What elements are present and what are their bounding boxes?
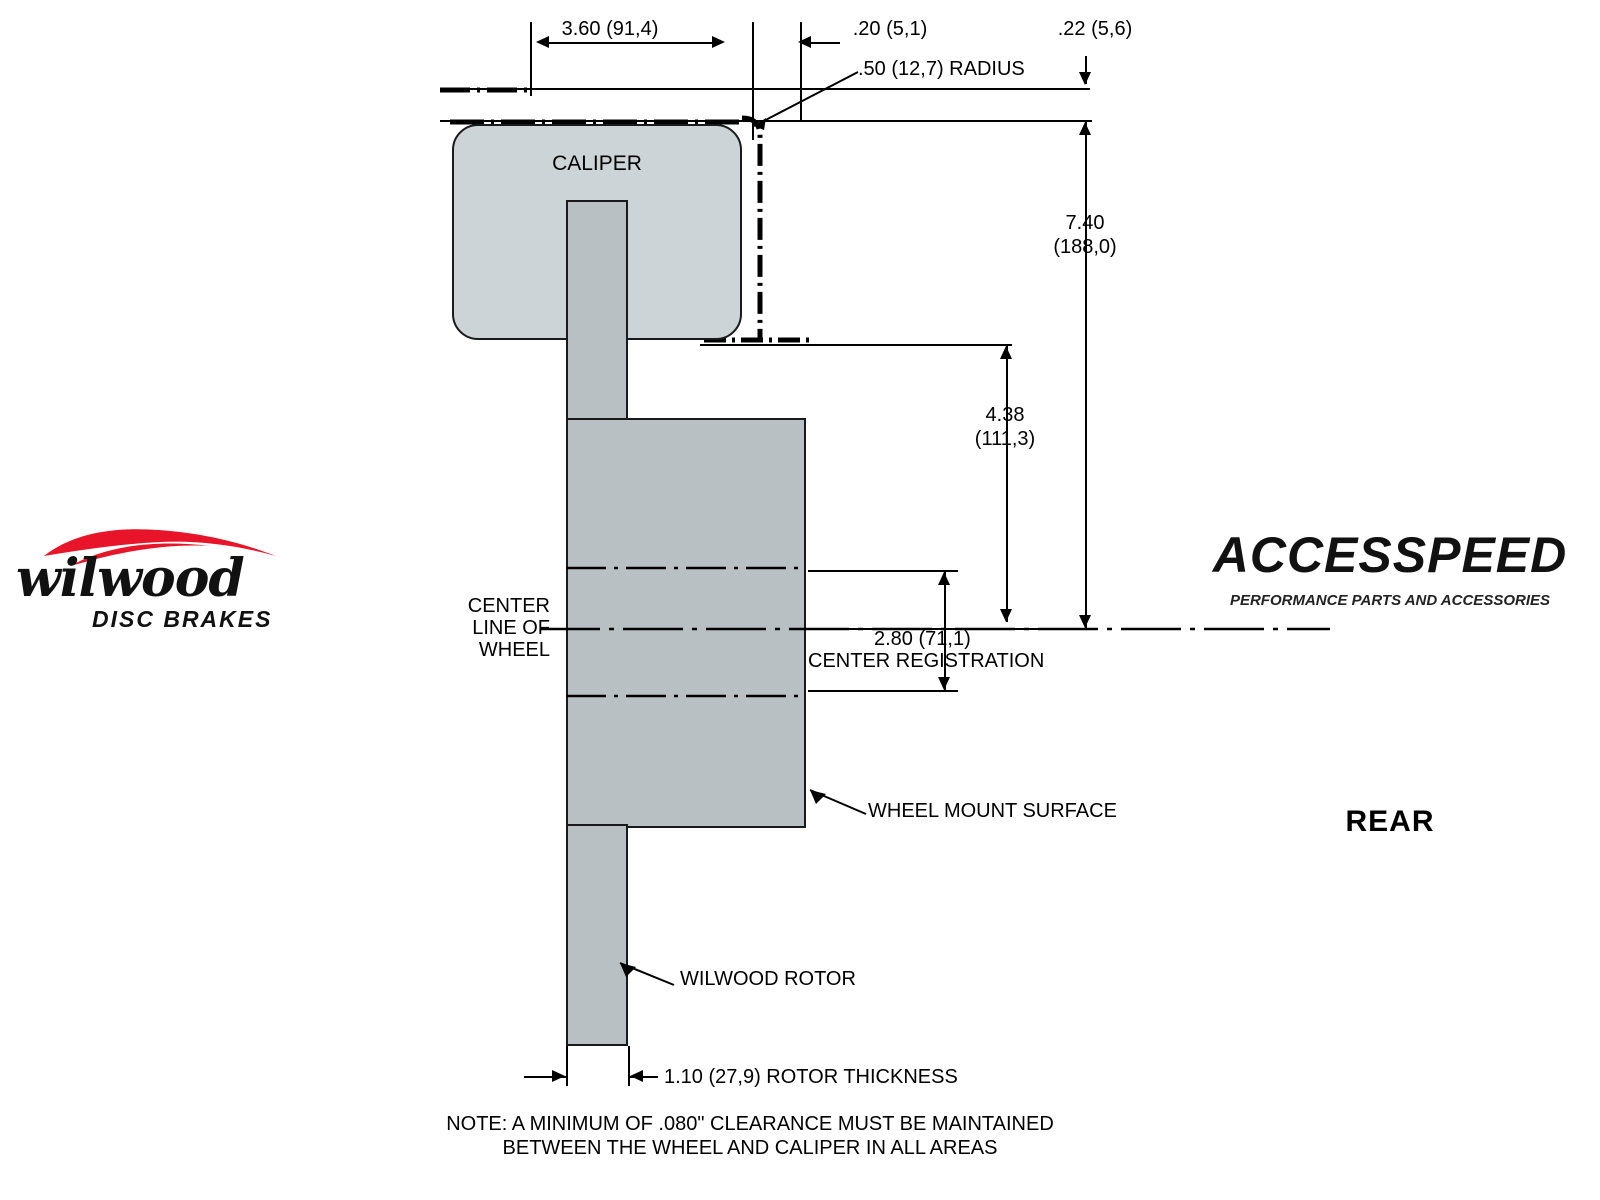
dim-thickness-arrow-left — [552, 1070, 565, 1082]
dim-upper-height-value: 4.38 — [985, 404, 1025, 426]
dim-radius-label: .50 (12,7) RADIUS — [858, 58, 1025, 80]
rear-label: REAR — [1345, 805, 1435, 838]
dim-center-reg-arrow-down — [938, 677, 950, 690]
dim-overall-height-metric: (188,0) — [1053, 236, 1117, 258]
note-line-2: BETWEEN THE WHEEL AND CALIPER IN ALL AREAS — [502, 1137, 998, 1159]
ext-line-caliper-bottom — [700, 344, 1012, 346]
accesspeed-wordmark: ACCESSPEED — [1212, 527, 1568, 583]
accesspeed-logo — [1205, 520, 1575, 640]
dim-top-width-arrow-left — [536, 36, 549, 48]
center-line-label-3: WHEEL — [478, 639, 550, 661]
dim-thickness-arrow-right — [630, 1070, 643, 1082]
center-line-label-1: CENTER — [467, 595, 550, 617]
ext-line-thickness-left — [566, 1046, 568, 1086]
wilwood-wordmark: wilwood — [16, 548, 244, 609]
wilwood-subtitle: DISC BRAKES — [92, 606, 273, 632]
accesspeed-tagline: PERFORMANCE PARTS AND ACCESSORIES — [1229, 592, 1551, 609]
dim-offset-right: .20 (5,1) — [852, 18, 928, 40]
dim-top-width: 3.60 (91,4) — [561, 18, 659, 40]
note-line-1: NOTE: A MINIMUM OF .080" CLEARANCE MUST BE MAINTAINED — [446, 1113, 1054, 1135]
dim-upper-arrow-up — [1000, 346, 1012, 359]
dim-center-registration-label: CENTER REGISTRATION — [808, 650, 1045, 672]
dim-rotor-thickness: 1.10 (27,9) ROTOR THICKNESS — [664, 1066, 958, 1088]
dim-overall-height-line — [1085, 120, 1087, 628]
dim-top-width-arrow-right — [712, 36, 725, 48]
dim-upper-height-metric: (111,3) — [974, 428, 1036, 450]
dim-far-right: .22 (5,6) — [1057, 18, 1133, 40]
rotor-hat-lower — [566, 824, 628, 1046]
rotor-hat-upper — [566, 200, 628, 422]
center-line-label-2: LINE OF — [472, 617, 550, 639]
wilwood-logo — [10, 520, 340, 650]
wilwood-rotor-label: WILWOOD ROTOR — [680, 968, 856, 990]
dim-center-registration-value: 2.80 (71,1) — [874, 628, 971, 650]
ext-line-top-ref — [752, 120, 1092, 122]
dim-overall-arrow-down — [1079, 615, 1091, 628]
dim-overall-arrow-up — [1079, 122, 1091, 135]
dim-center-reg-arrow-up — [938, 572, 950, 585]
dim-far-right-arrow-down — [1079, 72, 1091, 85]
dim-upper-height-line — [1006, 344, 1008, 622]
wheel-mount-surface-label: WHEEL MOUNT SURFACE — [868, 800, 1117, 822]
ext-line-reg-bottom — [808, 690, 958, 692]
ext-line-reg-top — [808, 570, 958, 572]
dim-top-width-line — [540, 42, 720, 44]
dim-overall-height-value: 7.40 — [1065, 212, 1105, 234]
dim-upper-arrow-down — [1000, 609, 1012, 622]
caliper-label: CALIPER — [552, 152, 642, 175]
